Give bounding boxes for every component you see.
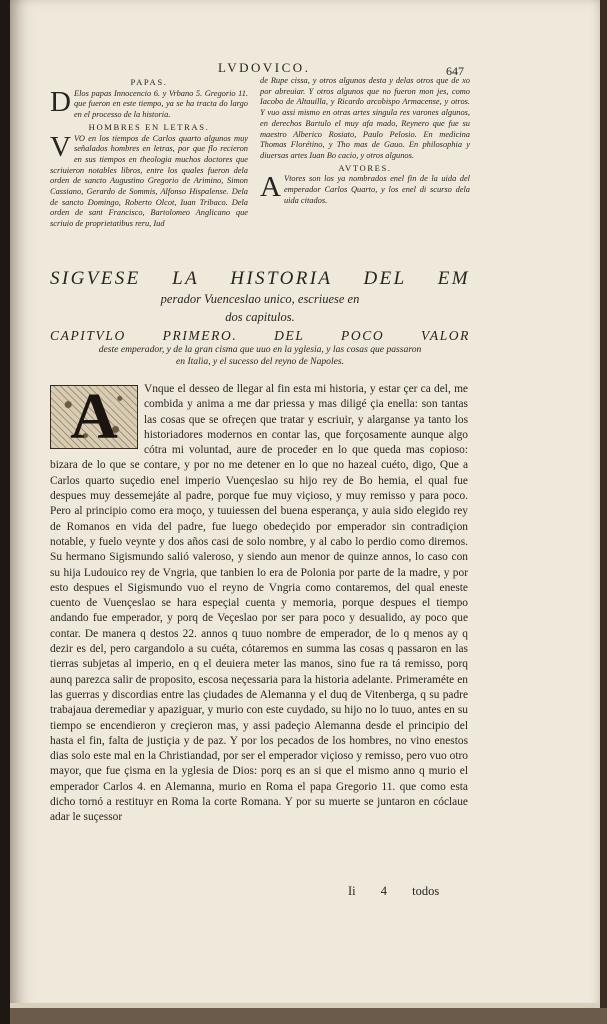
chapter-summary-line-2: en Italia, y el sucesso del reyno de Napoles. [175,355,345,367]
signature-mark: Ii 4 [348,884,388,898]
heading-autores: AVTORES. [338,162,392,173]
drop-initial-a: A [260,171,281,204]
paragraph-continuation: de Rupe cissa, y otros algunos desta y delas otros que de xo por abreuiar. Y otros algunos que no fueron mon jes, como Iacobo de Altauilla, y Ricardo arcobispo Armacense, y otros. Y vuo assi mismo en otras artes singula res varones algunos, en derechos Bartulo el muy afa mado, Reynero que fue su maestro Alberico Rosiato, Paulo Pelosio. En medicina Thomas Florétino, y Tho mas de Gauo. En philosophia y diuersas artes Iuan Bo cacio, y otros algunos. [260,76,470,160]
left-column [50,76,248,230]
woodcut-initial [50,380,138,453]
drop-initial-d: D [50,85,71,118]
history-title [50,268,470,326]
title-line-2: perador Vuenceslao unico, escriuese en [160,292,360,306]
book-page [10,0,600,1010]
drop-initial-v: V [50,130,71,163]
paragraph-papas [50,85,248,121]
book-edge [10,1008,607,1024]
paragraph-autores [260,171,470,206]
page-footer [348,884,439,899]
title-line-1: SIGVESE LA HISTORIA DEL EM [50,268,470,289]
paragraph-hombres [50,130,248,230]
heading-hombres-en-letras: HOMBRES EN LETRAS. [88,121,210,132]
running-head: LVDOVICO. [218,60,311,75]
catchword: todos [412,884,440,898]
heading-papas: PAPAS. [130,77,168,87]
main-text [50,382,468,826]
paragraph-autores-text: Vtores son los ya nombrados enel fin de la uida del emperador Carlos Quarto, y los enel di scurso dela uida citados. [283,174,470,205]
main-paragraph: Vnque el desseo de llegar al fin esta mi historia, y estar çer ca del, me combida y anima a me dar priessa y mas diligé çia enella: son tantas las cosas que se ofreçen que tratar y escriuir, y alarganse ya tanto los historiadores modernos en contar las, que forçosamente aunque algo cótra mi voluntad, aure de proceder en lo que queda mas copioso: bizara de lo que se contare, y por no me detener en lo que no hazeal cuéto, digo, Que a Carlos quarto suçedio enel imperio Vuençeslao su hijo rey de Bo hemia, el qual fue despues muy dessemejáte al padre, porque fue muy viçioso, y muy remisso y para poco. Pero al principio como era moço, y tuuiessen del buena esperança, y auia sido elegido rey de Romanos en vida del padre, fue luego obedeçido por emperador sin contradiçion notable, y fuelo veynte y dos años casi de solo nombre, y al cabo lo perdio como diremos. Su hermano Sigismundo salió valeroso, y siendo aun menor de quinze annos, lo caso con su hija Ludouico rey de Vngria, que tanbien lo era de Polonia por parte de la madre, y por esto despues el Sigismundo vuo el reyno de Vngria como contaremos, del qual eneste cuento de Vuençeslao se hara espeçial cuenta y memoria, porque despues el tiempo andando fue emperador, y porq de Veçeslao por ser para poco y desualido, ay poco que contar. De manera q destos 22. annos q tuuo nombre de emperador, de lo q menos ay q dezir es del, pero cargandolo a su cuéta, cótaremos en summa las cosas q passaron en las tierras subjetas al imperio, en q el deuiera meter las manos, sino fue ra tá remisso, porq aunq parezca salir de proposito, escosa neçessaria para la historia adelante. Primeraméte en las guerras y discordias entre las çiudades de Alemanna y el duq de Vitenberga, q su padre trabajaua deremediar y apaziguar, y murio con este cuydado, su hijo no lo tuuo, antes en su tiempo se encendieron y creçieron mas, y assi padeçio Alemanna desde el principio del hasta el fin, falta de justiçia y de paz. Y por los pecados de los hombres, no vino enestos dias solo este mal en la Christiandad, por ser el emperador viçioso y remisso, pero vuo otro mayor, que fue çisma en la yglesia de Dios: porq es an si que el mismo anno q murio el emperador Carlos 4. en Alemanna, murio en Roma el papa Gregorio 11. que como esta dicho tornó a restituyr en Roma la corte Romana. Y por su muerte se juntaron en cóclaue adar le suçessor [50,383,468,824]
right-column [260,76,470,206]
paragraph-hombres-text: VO en los tiempos de Carlos quarto algunos muy señalados hombres en letras, por que flo recieron en sus tiempos en theologia muchos doctores que scriuieron notables libros, entre los quales fueron dela orden de sancto Augustino Gregorio de Arimino, Simon Cassiano, Gerardo de Sommis, Alfonso Hispalense. Dela de sancto Domingo, Roberto Olcot, Iuan Tribaco. Dela orden de sant Francisco, Bartolomeo Anglicano que scriuio de proprietatibus reru, Iud [50,133,248,229]
page-number: 647 [446,64,464,78]
title-line-3: dos capitulos. [225,310,295,324]
book-spine [0,0,10,1024]
paragraph-papas-text: Elos papas Innocencio 6. y Vrbano 5. Gregorio 11. que fueron en este tiempo, ya se ha tracta do largo en el processo de la historia. [73,88,248,120]
chapter-title: CAPITVLO PRIMERO. DEL POCO VALOR [50,328,470,343]
chapter-heading [50,328,470,367]
woodcut-initial-letter: A [70,380,118,453]
chapter-summary-line-1: deste emperador, y de la gran cisma que uuo en la yglesia, y las cosas que passaron [98,344,422,355]
